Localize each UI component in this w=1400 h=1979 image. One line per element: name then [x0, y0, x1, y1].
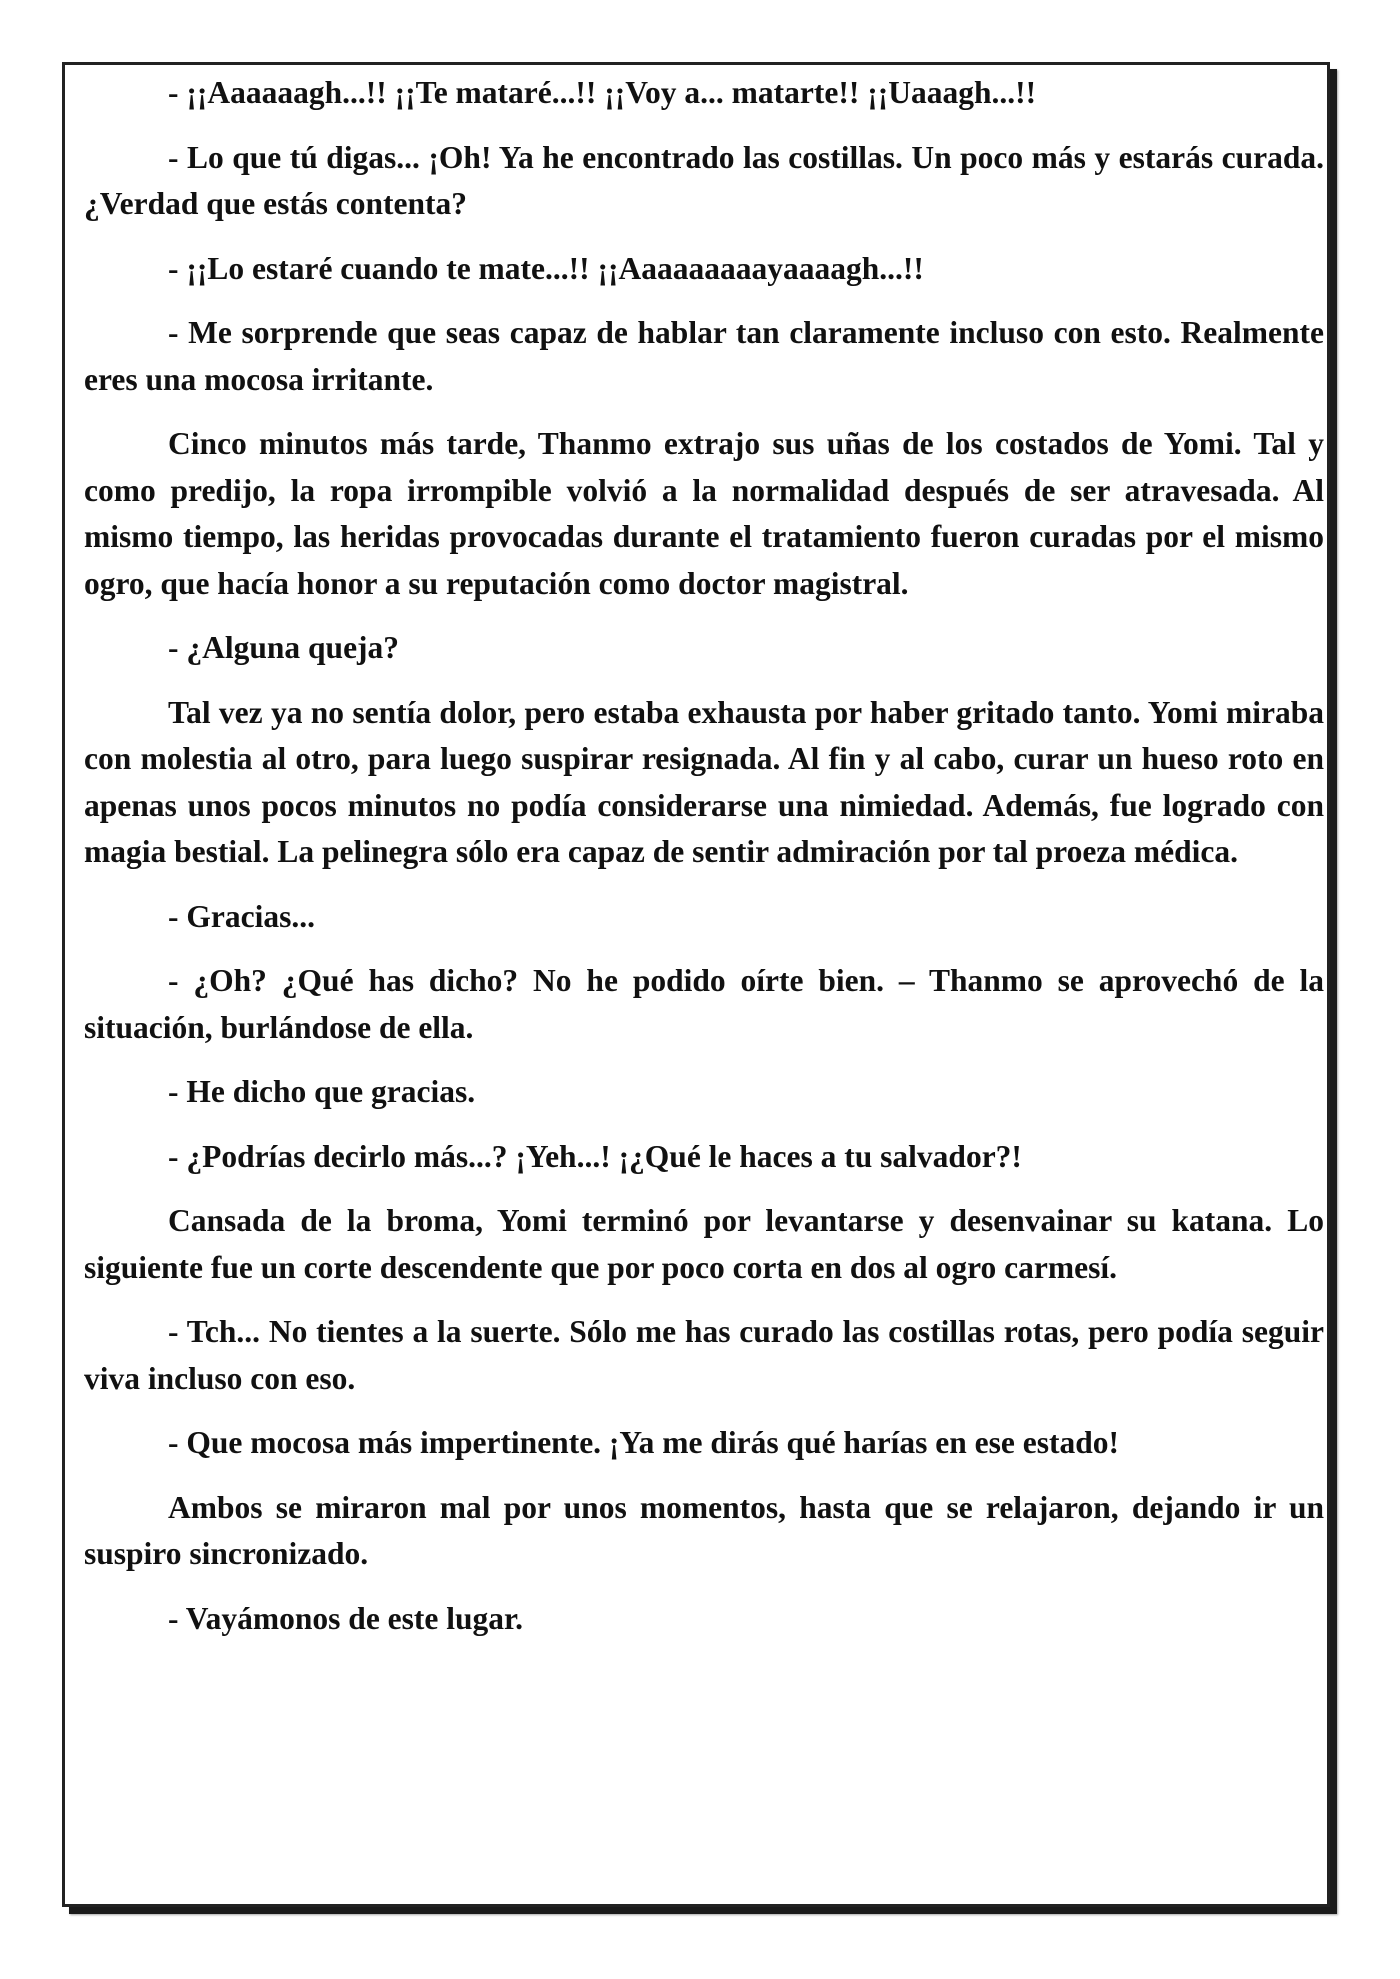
paragraph: - Vayámonos de este lugar. — [168, 1600, 523, 1636]
paragraph: - Lo que tú digas... ¡Oh! Ya he encontrado las costillas. Un poco más y estarás curada. ¿Verdad que estás contenta? — [84, 139, 1324, 221]
paragraph: - ¡¡Lo estaré cuando te mate...!! ¡¡Aaaaaaaaayaaaagh...!! — [168, 250, 924, 286]
paragraph: Ambos se miraron mal por unos momentos, hasta que se relajaron, dejando ir un suspiro sincronizado. — [84, 1489, 1324, 1571]
paragraph: - ¿Alguna queja? — [168, 630, 400, 665]
paragraph: Cansada de la broma, Yomi terminó por levantarse y desenvainar su katana. Lo siguiente fue un corte descendente que por poco corta en dos al ogro carmesí. — [84, 1203, 1324, 1285]
paragraph: - Tch... No tientes a la suerte. Sólo me has curado las costillas rotas, pero podía seguir viva incluso con eso. — [84, 1314, 1324, 1396]
paragraph: - ¿Oh? ¿Qué has dicho? No he podido oírte bien. – Thanmo se aprovechó de la situación, burlándose de ella. — [84, 963, 1324, 1045]
paragraph: - ¡¡Aaaaaagh...!! ¡¡Te mataré...!! ¡¡Voy a... matarte!! ¡¡Uaaagh...!! — [168, 75, 1037, 110]
paragraph: Tal vez ya no sentía dolor, pero estaba exhausta por haber gritado tanto. Yomi miraba con molestia al otro, para luego suspirar resignada. Al fin y al cabo, curar un hueso roto en apenas unos pocos minutos no podía considerarse una nimiedad. Además, fue logrado con magia bestial. La pelinegra sólo era capaz de sentir admiración por tal proeza médica. — [84, 694, 1324, 869]
paragraph: - Gracias... — [168, 898, 315, 934]
paragraph: - ¿Podrías decirlo más...? ¡Yeh...! ¡¿Qué le haces a tu salvador?! — [168, 1138, 1022, 1174]
paragraph: - Me sorprende que seas capaz de hablar tan claramente incluso con esto. Realmente eres una mocosa irritante. — [84, 315, 1324, 397]
paragraph: - Que mocosa más impertinente. ¡Ya me dirás qué harías en ese estado! — [168, 1425, 1120, 1460]
paragraph: - He dicho que gracias. — [168, 1074, 476, 1109]
paragraph: Cinco minutos más tarde, Thanmo extrajo sus uñas de los costados de Yomi. Tal y como predijo, la ropa irrompible volvió a la normalidad después de ser atravesada. Al mismo tiempo, las heridas provocadas durante el tratamiento fueron curadas por el mismo ogro, que hacía honor a su reputación como doctor magistral. — [84, 426, 1324, 601]
document-body — [84, 70, 1324, 1660]
